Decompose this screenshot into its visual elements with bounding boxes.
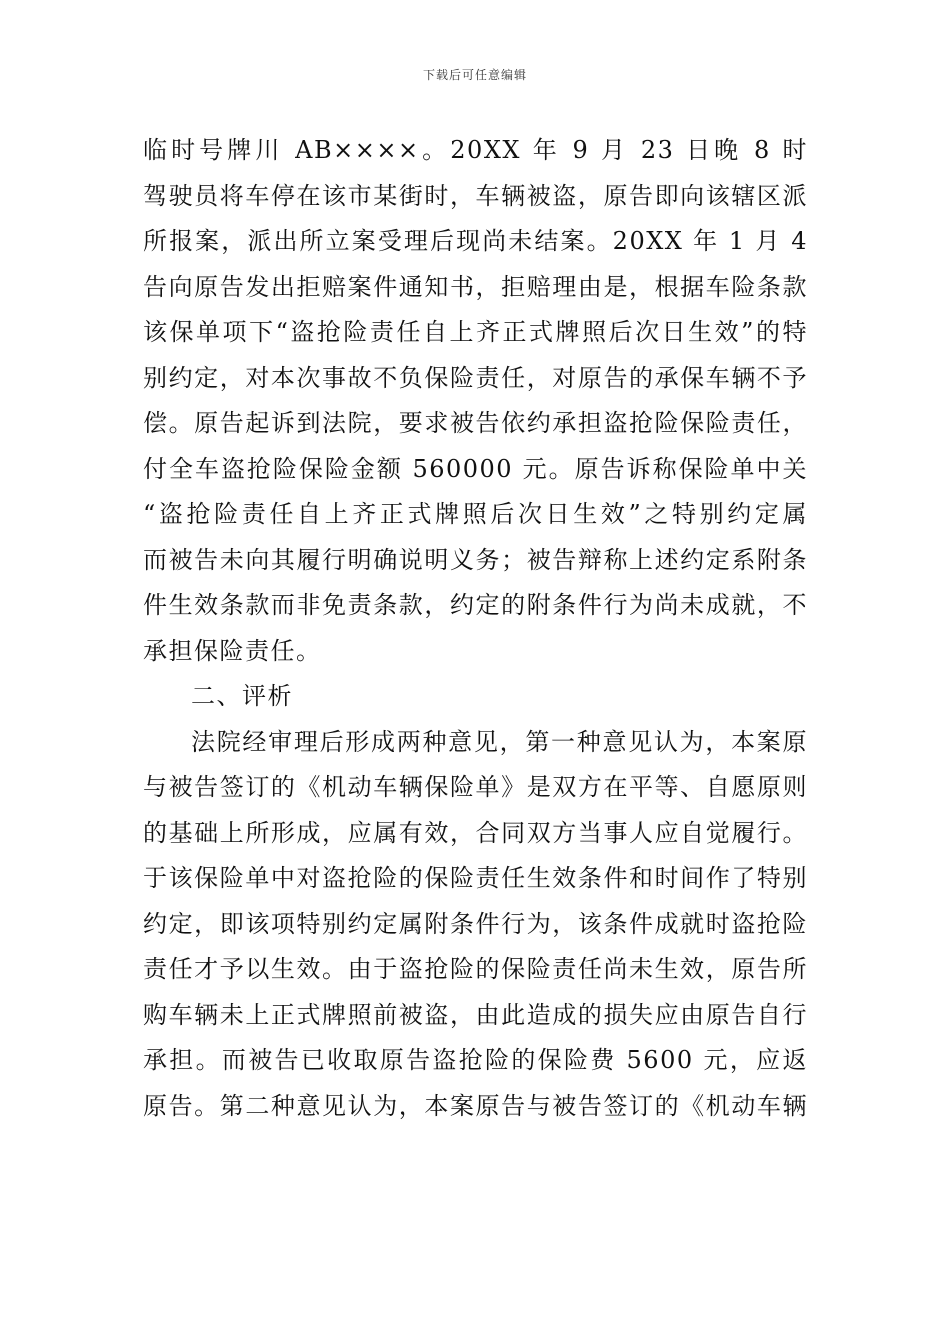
text-line: 驾驶员将车停在该市某街时，车辆被盗，原告即向该辖区派 bbox=[143, 181, 808, 210]
text-line: 该保单项下“盗抢险责任自上齐正式牌照后次日生效”的特 bbox=[143, 318, 808, 346]
text-line: “盗抢险责任自上齐正式牌照后次日生效”之特别约定属 bbox=[143, 500, 808, 528]
text-line: 付全车盗抢险保险金额 560000 元。原告诉称保险单中关 bbox=[143, 454, 808, 483]
document-body bbox=[143, 128, 808, 1129]
text-line: 所报案，派出所立案受理后现尚未结案。20XX 年 1 月 4 bbox=[143, 227, 808, 255]
text-line: 偿。原告起诉到法院，要求被告依约承担盗抢险保险责任， bbox=[143, 409, 808, 437]
paragraph-court-opinions bbox=[143, 720, 808, 1130]
text-line: 与被告签订的《机动车辆保险单》是双方在平等、自愿原则 bbox=[143, 773, 808, 801]
section-heading-analysis bbox=[143, 674, 808, 720]
text-line: 原告。第二种意见认为，本案原告与被告签订的《机动车辆 bbox=[143, 1091, 808, 1120]
text-line: 承担保险责任。 bbox=[143, 636, 322, 665]
paragraph-case-facts bbox=[143, 128, 808, 674]
text-line: 责任才予以生效。由于盗抢险的保险责任尚未生效，原告所 bbox=[143, 955, 808, 983]
text-line: 别约定，对本次事故不负保险责任，对原告的承保车辆不予 bbox=[143, 363, 808, 392]
text-line: 告向原告发出拒赔案件通知书，拒赔理由是，根据车险条款 bbox=[143, 272, 808, 301]
text-line: 件生效条款而非免责条款，约定的附条件行为尚未成就，不 bbox=[143, 591, 808, 619]
text-line: 购车辆未上正式牌照前被盗，由此造成的损失应由原告自行 bbox=[143, 1000, 808, 1029]
text-line: 而被告未向其履行明确说明义务；被告辩称上述约定系附条 bbox=[143, 545, 808, 574]
page-header: 下载后可任意编辑 bbox=[422, 68, 527, 82]
section-heading: 二、评析 bbox=[191, 682, 293, 710]
text-line: 承担。而被告已收取原告盗抢险的保险费 5600 元，应返 bbox=[143, 1046, 808, 1074]
text-line: 约定，即该项特别约定属附条件行为，该条件成就时盗抢险 bbox=[143, 909, 808, 938]
text-line: 于该保险单中对盗抢险的保险责任生效条件和时间作了特别 bbox=[143, 864, 808, 892]
text-line: 临时号牌川 AB××××。20XX 年 9 月 23 日晚 8 时 bbox=[143, 136, 808, 164]
text-line: 的基础上所形成，应属有效，合同双方当事人应自觉履行。 bbox=[143, 818, 808, 847]
text-line: 法院经审理后形成两种意见，第一种意见认为，本案原 bbox=[191, 727, 808, 756]
